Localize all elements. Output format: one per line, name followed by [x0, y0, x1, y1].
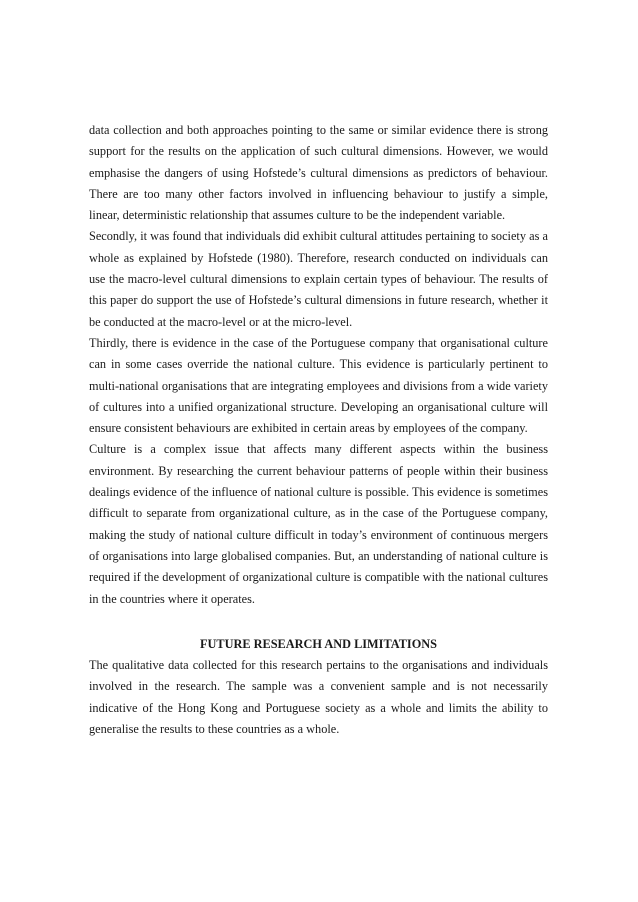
paragraph-conclusion-4: Culture is a complex issue that affects many different aspects within the business environment. By researching the current behaviour patterns of people within their business dealings evidence of the influence of national culture is possible. This evidence is sometimes difficult to separate from organizational culture, as in the case of the Portuguese company, making the study of national culture difficult in today’s environment of continuous mergers of organisations into large globalised companies. But, an understanding of national culture is required if the development of organizational culture is compatible with the national cultures in the countries where it operates. [89, 442, 548, 606]
section-heading-future-research: FUTURE RESEARCH AND LIMITATIONS [200, 636, 437, 651]
document-body [89, 120, 548, 740]
paragraph-conclusion-1: data collection and both approaches pointing to the same or similar evidence there is strong support for the results on the application of such cultural dimensions. However, we would emphasise the dangers of using Hofstede’s cultural dimensions as predictors of behaviour. There are too many other factors involved in influencing behaviour to justify a simple, linear, deterministic relationship that assumes culture to be the independent variable. [89, 123, 548, 223]
paragraph-conclusion-2: Secondly, it was found that individuals did exhibit cultural attitudes pertaining to society as a whole as explained by Hofstede (1980). Therefore, research conducted on individuals can use the macro-level cultural dimensions to explain certain types of behaviour. The results of this paper do support the use of Hofstede’s cultural dimensions in future research, whether it be conducted at the macro-level or at the micro-level. [89, 229, 548, 329]
paragraph-conclusion-3: Thirdly, there is evidence in the case of the Portuguese company that organisational culture can in some cases override the national culture. This evidence is particularly pertinent to multi-national organisations that are integrating employees and divisions from a wide variety of cultures into a unified organizational structure. Developing an organisational culture will ensure consistent behaviours are exhibited in certain areas by employees of the company. [89, 335, 548, 436]
paragraph-future-research: The qualitative data collected for this research pertains to the organisations and individuals involved in the research. The sample was a convenient sample and is not necessarily indicative of the Hong Kong and Portuguese society as a whole and limits the ability to generalise the results to these countries as a whole. [89, 658, 548, 737]
